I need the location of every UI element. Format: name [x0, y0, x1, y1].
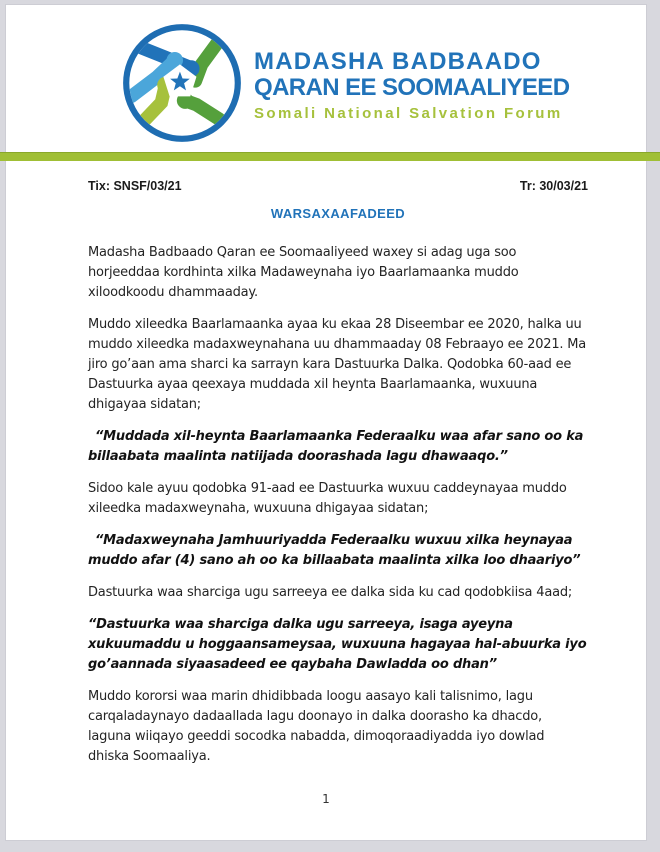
document-body	[88, 179, 588, 779]
page-number: 1	[322, 792, 330, 806]
paragraphs	[88, 243, 588, 767]
paragraph: Madasha Badbaado Qaran ee Soomaaliyeed waxey si adag uga soo horjeeddaa kordhinta xilka Madaweynaha iyo Baarlamaanka muddo xiloodkoodu dhammaaday.	[88, 245, 519, 300]
reference-row	[88, 179, 588, 193]
letterhead	[120, 21, 569, 145]
document-title: WARSAXAAFADEED	[270, 206, 406, 221]
paragraph: Sidoo kale ayuu qodobka 91-aad ee Dastuurka wuxuu caddeynayaa muddo xileedka madaxweynaha, wuxuuna dhigayaa sidatan;	[88, 481, 567, 516]
ref-number: Tix: SNSF/03/21	[88, 179, 182, 193]
org-subtitle: Somali National Salvation Forum	[254, 105, 563, 122]
paragraph: Muddo kororsi waa marin dhidibbada loogu aasayo kali talisnimo, lagu carqaladaynayo dadaallada lagu doonayo in dalka doorasho ka dhacdo, laguna wiiqayo geeddi socodka nabadda, dimoqoraadiyadda iyo dowlad dhiska Soomaaliya.	[88, 689, 545, 764]
ref-date: Tr: 30/03/21	[519, 179, 588, 193]
letterhead-divider	[0, 152, 660, 161]
org-name-line2: QARAN EE SOOMAALIYEED	[254, 74, 570, 101]
paragraph: Dastuurka waa sharciga ugu sarreeya ee dalka sida ku cad qodobkiisa 4aad;	[88, 585, 573, 600]
org-logo-icon	[120, 21, 244, 145]
constitution-quote: “Dastuurka waa sharciga dalka ugu sarreeya, isaga ayeyna xukuumaddu u hoggaansameysaa, wuxuuna hagayaa hal-abuurka iyo go’aannada siyaasadeed ee qaybaha Dawladda oo dhan”	[88, 617, 587, 672]
org-name-block	[254, 41, 569, 125]
org-name-line1: MADASHA BADBAADO	[254, 48, 542, 75]
paragraph: Muddo xileedka Baarlamaanka ayaa ku ekaa 28 Diseembar ee 2020, halka uu muddo xileedka madaxweynahana uu dhammaaday 08 Febraayo ee 2021. Ma jiro go’aan ama sharci ka sarrayn kara Dastuurka Dalka. Qodobka 60-aad ee Dastuurka ayaa qeexaya muddada xil heynta Baarlamaanka, wuxuuna dhigayaa sidatan;	[88, 317, 587, 412]
constitution-quote: “Muddada xil-heynta Baarlamaanka Federaalku waa afar sano oo ka billaabata maalinta natiijada doorashada lagu dhawaaqo.”	[88, 429, 584, 464]
constitution-quote: “Madaxweynaha Jamhuuriyadda Federaalku wuxuu xilka heynayaa muddo afar (4) sano ah oo ka billaabata maalinta xilka loo dhaariyo”	[88, 533, 581, 568]
